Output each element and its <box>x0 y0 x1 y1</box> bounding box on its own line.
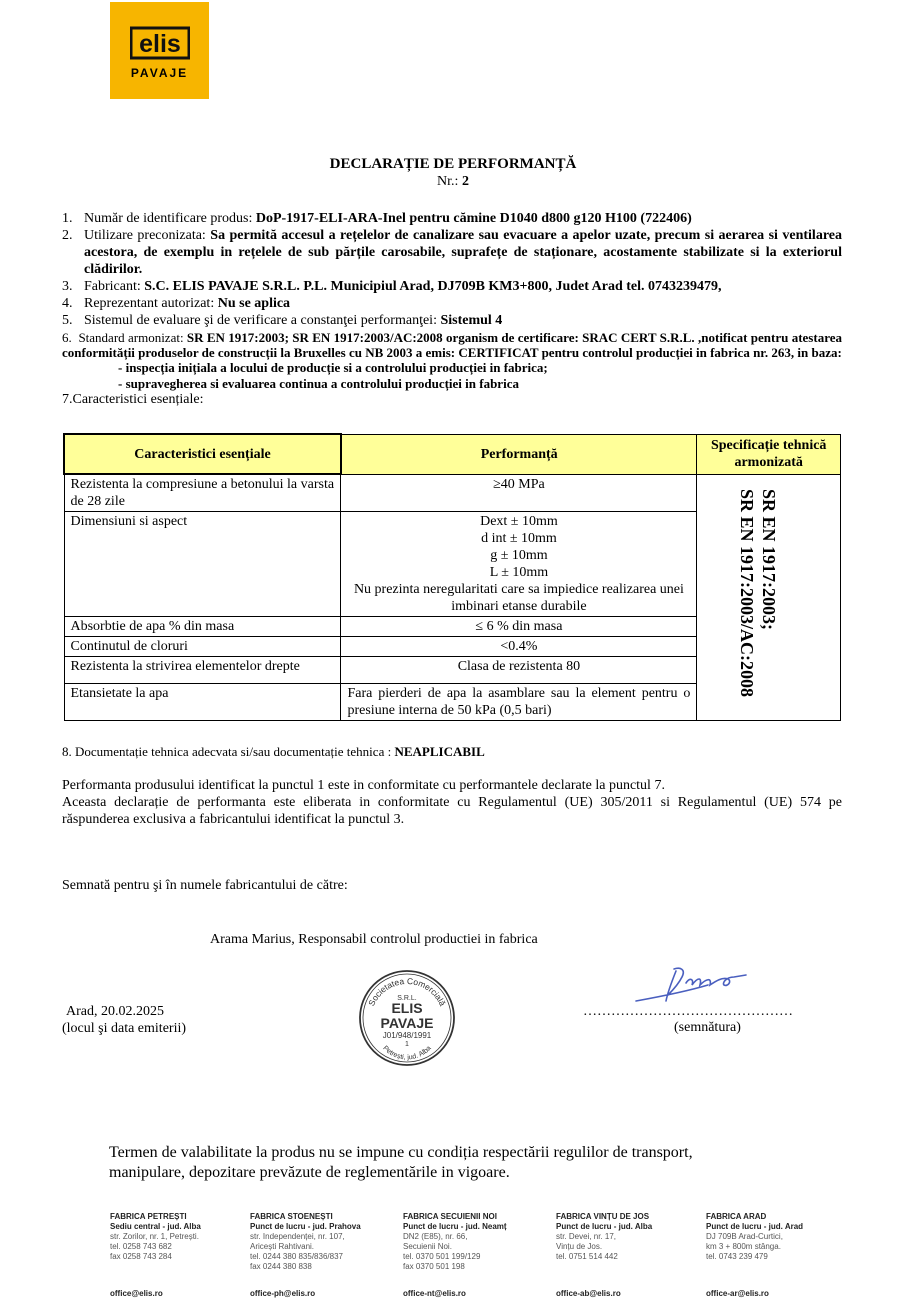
cell-performance: ≤ 6 % din masa <box>341 617 697 637</box>
conformity-statement: Performanta produsului identificat la punctul 1 este in conformitate cu performantele declarate la punctul 7. Aceasta declarație de performanta este eliberata in conformitate cu Regulamentul (UE) 305/2011 si Regulamentul (UE) 574 pe răspunderea exclusiva a fabricantului identificat la punctul 3. <box>62 778 842 827</box>
table-row <box>64 474 841 512</box>
spec-line-1: SR EN 1917:2003; <box>759 488 780 630</box>
svg-text:ELIS: ELIS <box>391 1000 423 1016</box>
item-6: 6. Standard armonizat: SR EN 1917:2003; SR EN 1917:2003/AC:2008 organism de certificare: SRAC CERT S.R.L. ,notificat pentru atestarea conformității produselor de construcții la Bruxelles cu NB 2003 a emis: CERTIFICAT pentru controlul producției in fabrica nr. 263, in baza: <box>62 330 843 360</box>
elis-mark-icon <box>130 26 190 60</box>
section-7-heading: 7.Caracteristici esențiale: <box>62 392 204 407</box>
cell-characteristic: Dimensiuni si aspect <box>64 512 341 617</box>
cell-performance: Fara pierderi de apa la asamblare sau la element pentru o presiune interna de 50 kPa (0,5 bari) <box>341 684 697 721</box>
item-3: 3. Fabricant: S.C. ELIS PAVAJE S.R.L. P.L. Municipiul Arad, DJ709B KM3+800, Judet Arad tel. 0743239479, <box>62 279 722 294</box>
document-number: Nr.: 2 <box>437 174 469 189</box>
item-5: 5. Sistemul de evaluare şi de verificare a constanţei performanţei: Sistemul 4 <box>62 313 503 328</box>
signature-line: ……………………………………… <box>583 1004 793 1019</box>
cell-performance: <0.4% <box>341 637 697 657</box>
elis-logo <box>110 2 209 99</box>
spec-line-2: SR EN 1917:2003/AC:2008 <box>737 488 758 697</box>
svg-text:S.R.L.: S.R.L. <box>397 995 417 1002</box>
item-2: 2. Utilizare preconizata: Sa permită accesul a rețelelor de canalizare sau evacuare a apelor uzate, precum si aerarea si ventilarea acestora, de exemplu in rețelele de sub părțile carosabile, suprafețe de staționare, acostamente stabilizate si la exteriorul clădirilor. <box>62 228 842 277</box>
item-8: 8. Documentație tehnica adecvata si/sau documentație tehnica : NEAPLICABIL <box>62 744 485 759</box>
footer-email[interactable]: office-ph@elis.ro <box>250 1289 316 1298</box>
item-1: 1. Număr de identificare produs: DoP-1917-ELI-ARA-Inel pentru cămine D1040 d800 g120 H100 (722406) <box>62 211 692 226</box>
validity-statement: Termen de valabilitate la produs nu se impune cu condiția respectării regulilor de transport, manipulare, depozitare prevăzute de reglementările in vigoare. <box>109 1144 693 1181</box>
footer-arad: FABRICA ARAD Punct de lucru - jud. Arad DJ 709B Arad-Curtici, km 3 + 800m stânga. tel. 0743 239 479 office-ar@elis.ro <box>706 1212 804 1298</box>
footer-email[interactable]: office@elis.ro <box>110 1289 163 1298</box>
footer-email[interactable]: office-nt@elis.ro <box>403 1289 466 1298</box>
footer-email[interactable]: office-ab@elis.ro <box>556 1289 621 1298</box>
footer-stoenesti: FABRICA STOENEȘTI Punct de lucru - jud. Prahova str. Independenței, nr. 107, Aricești Rahtivani. tel. 0244 380 835/836/837 fax 0244 380 838 office-ph@elis.ro <box>250 1212 361 1298</box>
declaration-items <box>62 210 842 407</box>
item-4: 4. Reprezentant autorizat: Nu se aplica <box>62 296 291 311</box>
svg-text:J01/948/1991: J01/948/1991 <box>382 1031 432 1040</box>
header-specification: Specificație tehnică armonizată <box>697 434 841 474</box>
cell-performance: ≥40 MPa <box>341 474 697 512</box>
logo-text: PAVAJE <box>130 66 189 80</box>
svg-text:PAVAJE: PAVAJE <box>380 1015 434 1031</box>
svg-text:Societatea Comercială: Societatea Comercială <box>366 975 448 1008</box>
document-title: DECLARAȚIE DE PERFORMANȚĂ <box>329 156 577 172</box>
cell-characteristic: Continutul de cloruri <box>64 637 341 657</box>
cell-characteristic: Rezistenta la strivirea elementelor drepte <box>64 657 341 684</box>
cell-characteristic: Etansietate la apa <box>64 684 341 721</box>
footer-email[interactable]: office-ar@elis.ro <box>706 1289 769 1298</box>
cell-performance: Dext ± 10mm d int ± 10mm g ± 10mm L ± 10mm Nu prezinta neregularitati care sa impiedice realizarea unei imbinari etanse durabile <box>341 512 697 617</box>
signature-label: (semnătura) <box>674 1020 741 1035</box>
cell-performance: Clasa de rezistenta 80 <box>341 657 697 684</box>
footer-vintu: FABRICA VINȚU DE JOS Punct de lucru - jud. Alba str. Devei, nr. 17, Vințu de Jos. tel. 0751 514 442 office-ab@elis.ro <box>556 1212 653 1298</box>
header-performance: Performanță <box>341 434 697 474</box>
cell-characteristic: Absorbtie de apa % din masa <box>64 617 341 637</box>
signed-for: Semnată pentru şi în numele fabricantului de către: <box>62 878 348 893</box>
cell-specification <box>697 474 841 721</box>
svg-text:elis: elis <box>139 30 181 58</box>
representative: Arama Marius, Responsabil controlul productiei in fabrica <box>210 932 538 947</box>
cell-characteristic: Rezistenta la compresiune a betonului la varsta de 28 zile <box>64 474 341 512</box>
place-date: Arad, 20.02.2025 (locul şi data emiterii) <box>62 1004 187 1036</box>
characteristics-table <box>63 433 841 721</box>
footer-secuienii: FABRICA SECUIENII NOI Punct de lucru - jud. Neamț DN2 (E85), nr. 66, Secuienii Noi. tel. 0370 501 199/129 fax 0370 501 198 office-nt@elis.ro <box>403 1212 507 1298</box>
signature-icon <box>628 955 774 1010</box>
company-stamp-icon <box>357 968 457 1068</box>
bullet-2: - supravegherea si evaluarea continua a controlului producției in fabrica <box>118 376 519 391</box>
svg-text:1: 1 <box>405 1041 409 1048</box>
svg-text:Petrești, jud. Alba: Petrești, jud. Alba <box>381 1044 433 1062</box>
bullet-1: - inspecția inițiala a locului de producție si a controlului producției in fabrica; <box>118 360 548 375</box>
footer-petresti: FABRICA PETREȘTI Sediu central - jud. Alba str. Zorilor, nr. 1, Petrești. tel. 0258 743 682 fax 0258 743 284 office@elis.ro <box>110 1212 201 1298</box>
header-characteristics: Caracteristici esențiale <box>64 434 341 474</box>
